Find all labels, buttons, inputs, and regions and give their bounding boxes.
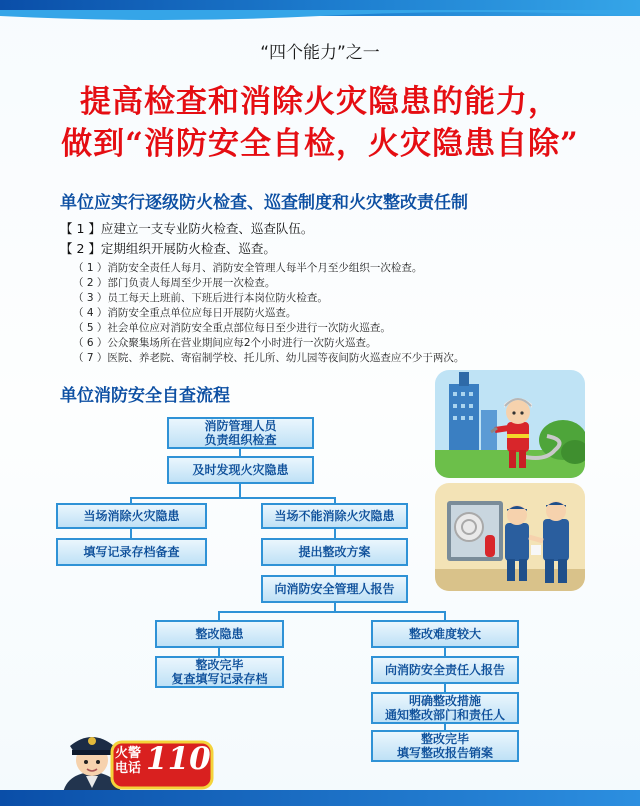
flow-connector	[130, 497, 335, 499]
flow-box-measures	[371, 692, 519, 724]
flow-connector	[334, 566, 336, 575]
bottom-banner	[0, 790, 640, 806]
list-item: 【 2 】定期组织开展防火检查、巡查。	[60, 241, 276, 256]
flow-box-text: 复查填写记录存档	[171, 672, 268, 686]
firefighter-hose-illustration	[435, 370, 585, 478]
flow-box-difficult: 整改难度较大	[371, 620, 519, 648]
flow-box-text: 明确整改措施	[408, 694, 481, 708]
flow-box-text: 消防管理人员	[204, 419, 277, 433]
flow-box-rectification-plan: 提出整改方案	[261, 538, 408, 566]
list-item: 【 1 】应建立一支专业防火检查、巡查队伍。	[60, 221, 314, 236]
flow-box-fix-hazard: 整改隐患	[155, 620, 284, 648]
flow-box-text: 负责组织检查	[204, 433, 277, 447]
flow-box-text: 通知整改部门和责任人	[384, 708, 505, 722]
flow-box-final	[371, 730, 519, 762]
sub-list-item: （ 7 ）医院、养老院、寄宿制学校、托儿所、幼儿园等夜间防火巡查应不少于两次。	[73, 352, 465, 364]
section-heading-flow: 单位消防安全自查流程	[60, 386, 230, 406]
main-title-line-2: 做到“消防安全自检，火灾隐患自除”	[61, 126, 579, 162]
flow-connector	[130, 528, 132, 538]
section-heading-responsibility: 单位应实行逐级防火检查、巡查制度和火灾整改责任制	[60, 193, 468, 213]
flow-connector	[239, 448, 241, 456]
sub-list-item: （ 1 ）消防安全责任人每月、消防安全管理人每半个月至少组织一次检查。	[73, 262, 423, 274]
flow-box-fix-done	[155, 656, 284, 688]
main-title-line-1: 提高检查和消除火灾隐患的能力，	[80, 84, 560, 120]
flow-connector	[239, 484, 241, 498]
hotline-label	[115, 746, 141, 776]
sub-list-item: （ 3 ）员工每天上班前、下班后进行本岗位防火检查。	[73, 292, 328, 304]
top-wave-decoration	[0, 10, 640, 24]
sub-list-item: （ 5 ）社会单位应对消防安全重点部位每日至少进行一次防火巡查。	[73, 322, 391, 334]
flow-connector	[334, 528, 336, 538]
flow-box-text: 整改完毕	[195, 658, 244, 672]
flow-connector	[218, 611, 445, 613]
flow-box-cannot-eliminate: 当场不能消除火灾隐患	[261, 503, 408, 529]
flow-box-report-responsible: 向消防安全责任人报告	[371, 656, 519, 684]
flow-box-record-archive: 填写记录存档备查	[56, 538, 207, 566]
sub-list-item: （ 6 ）公众聚集场所在营业期间应每2个小时进行一次防火巡查。	[73, 337, 377, 349]
flow-box-report-manager: 向消防安全管理人报告	[261, 575, 408, 603]
hydrant-inspection-illustration	[435, 483, 585, 591]
series-subtitle: “四个能力”之一	[260, 43, 380, 63]
flow-box-find-hazard: 及时发现火灾隐患	[167, 456, 314, 484]
flow-box-text: 填写整改报告销案	[396, 746, 493, 760]
sub-list-item: （ 4 ）消防安全重点单位应每日开展防火巡查。	[73, 307, 297, 319]
sub-list-item: （ 2 ）部门负责人每周至少开展一次检查。	[73, 277, 276, 289]
flow-box-start	[167, 417, 314, 449]
flow-box-text: 整改完毕	[420, 732, 469, 746]
hotline-label-line: 火警	[115, 746, 142, 761]
flow-box-eliminate-on-site: 当场消除火灾隐患	[56, 503, 207, 529]
hotline-number: 110	[146, 741, 211, 777]
hotline-label-line: 电话	[115, 761, 142, 776]
